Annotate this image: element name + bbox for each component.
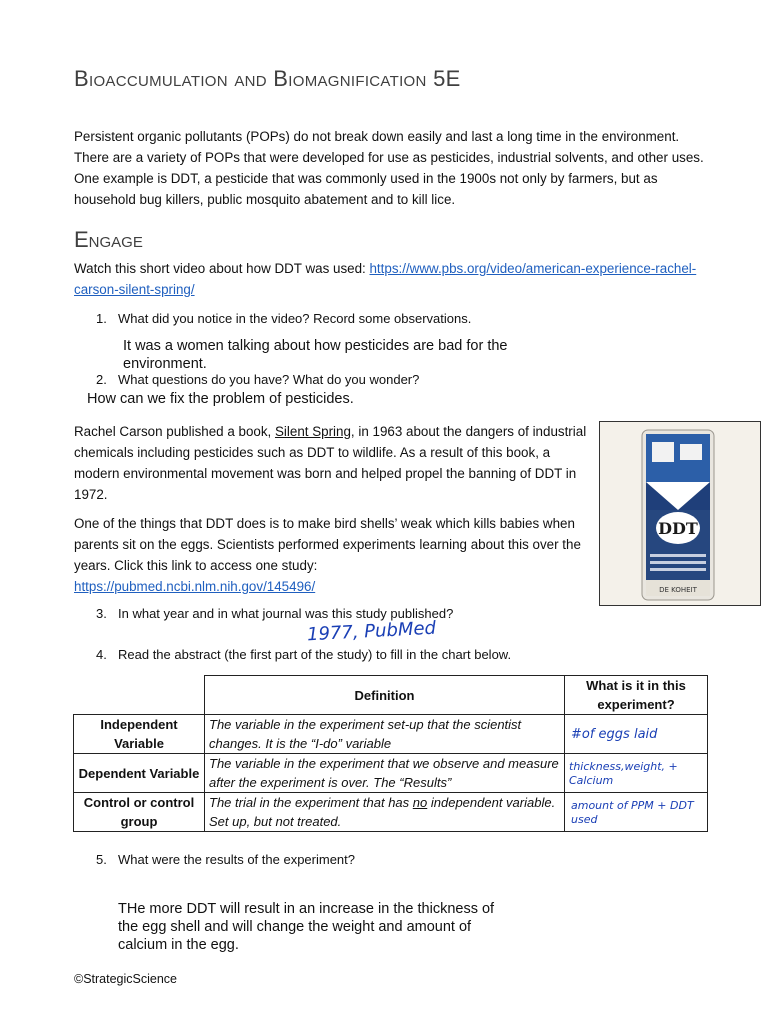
question-5-text: What were the results of the experiment? bbox=[118, 852, 356, 867]
intro-paragraph: Persistent organic pollutants (POPs) do not break down easily and last a long time in the environment. There are a variety of POPs that were developed for use as pesticides, industrial solvents, and other uses. One example is DDT, a pesticide that was commonly used in the 1900s not only by farmers, but as household bug killers, public mosquito abatement and to kill lice. bbox=[74, 129, 704, 207]
answer-1: It was a women talking about how pesticides are bad for the environment. bbox=[123, 338, 508, 372]
table-row bbox=[74, 754, 708, 793]
table-row bbox=[74, 715, 708, 754]
answer-control-handwritten: amount of PPM + DDT used bbox=[571, 799, 694, 826]
term-independent-variable: Independent Variable bbox=[74, 715, 205, 754]
definition-control-post: independent variable. Set up, but not treated. bbox=[209, 795, 556, 829]
answer-dependent-handwritten: thickness,weight, + Calcium bbox=[569, 760, 678, 787]
question-2 bbox=[96, 372, 419, 387]
question-5-number: 5. bbox=[96, 852, 107, 867]
watch-paragraph bbox=[74, 258, 706, 300]
definition-independent: The variable in the experiment set-up that the scientist changes. It is the “I-do” variable bbox=[205, 715, 565, 754]
ddt-label: DDT bbox=[658, 519, 698, 538]
question-4-text: Read the abstract (the first part of the study) to fill in the chart below. bbox=[118, 647, 512, 662]
question-4 bbox=[96, 647, 511, 662]
definition-control bbox=[205, 793, 565, 832]
question-1-number: 1. bbox=[96, 311, 107, 326]
question-2-text: What questions do you have? What do you wonder? bbox=[118, 372, 420, 387]
table-row bbox=[74, 793, 708, 832]
question-1 bbox=[96, 311, 471, 326]
answer-3-handwritten: 1977, PubMed bbox=[306, 617, 437, 646]
question-3-text: In what year and in what journal was this study published? bbox=[118, 606, 454, 621]
ddt-can-image bbox=[599, 421, 761, 606]
definition-header: Definition bbox=[205, 676, 565, 715]
answer-independent-handwritten: #of eggs laid bbox=[571, 727, 658, 742]
question-2-number: 2. bbox=[96, 372, 107, 387]
book-title: Silent Spring bbox=[274, 424, 351, 439]
question-5 bbox=[96, 852, 355, 867]
experiment-header: What is it in this experiment? bbox=[565, 676, 708, 715]
study-link[interactable]: https://pubmed.ncbi.nlm.nih.gov/145496/ bbox=[74, 579, 316, 594]
definition-control-no: no bbox=[412, 795, 428, 810]
question-4-number: 4. bbox=[96, 647, 107, 662]
answer-2: How can we fix the problem of pesticides. bbox=[87, 391, 354, 407]
ddt-text: One of the things that DDT does is to make bird shells’ weak which kills babies when parents sit on the eggs. Scientists performed experiments learning about this over the years. Click this link to access one study: bbox=[74, 516, 581, 573]
question-3-number: 3. bbox=[96, 606, 107, 621]
video-link[interactable]: https://www.pbs.org/video/american-experience-rachel-carson-silent-spring/ bbox=[74, 261, 697, 297]
carson-text-2: , in 1963 about the dangers of industrial chemicals including pesticides such as DDT to wildlife. As a result of this book, a modern environmental movement was born and helped propel the banning of DDT in 1972. bbox=[74, 424, 587, 502]
term-control-group: Control or control group bbox=[74, 793, 205, 832]
variables-table bbox=[73, 675, 708, 832]
answer-independent bbox=[565, 715, 708, 754]
ddt-can-illustration bbox=[600, 422, 760, 605]
table-header-row bbox=[74, 676, 708, 715]
carson-paragraph bbox=[74, 421, 592, 505]
answer-dependent bbox=[565, 754, 708, 793]
ddt-paragraph bbox=[74, 513, 594, 597]
question-1-text: What did you notice in the video? Record some observations. bbox=[118, 311, 472, 326]
engage-heading: Engage bbox=[74, 227, 143, 252]
carson-text-1: Rachel Carson published a book, bbox=[74, 424, 275, 439]
can-subtext: DE KOHEIT bbox=[659, 586, 697, 594]
footer-copyright: ©StrategicScience bbox=[74, 972, 178, 986]
answer-control bbox=[565, 793, 708, 832]
watch-text: Watch this short video about how DDT was used: bbox=[74, 261, 370, 276]
term-dependent-variable: Dependent Variable bbox=[74, 754, 205, 793]
definition-dependent: The variable in the experiment that we observe and measure after the experiment is over. The “Results” bbox=[205, 754, 565, 793]
page-title: Bioaccumulation and Biomagnification 5E bbox=[74, 66, 461, 91]
table-corner bbox=[74, 676, 205, 715]
definition-control-pre: The trial in the experiment that has bbox=[209, 795, 413, 810]
answer-5: THe more DDT will result in an increase in the thickness of the egg shell and will change the weight and amount of calcium in the egg. bbox=[118, 901, 495, 953]
